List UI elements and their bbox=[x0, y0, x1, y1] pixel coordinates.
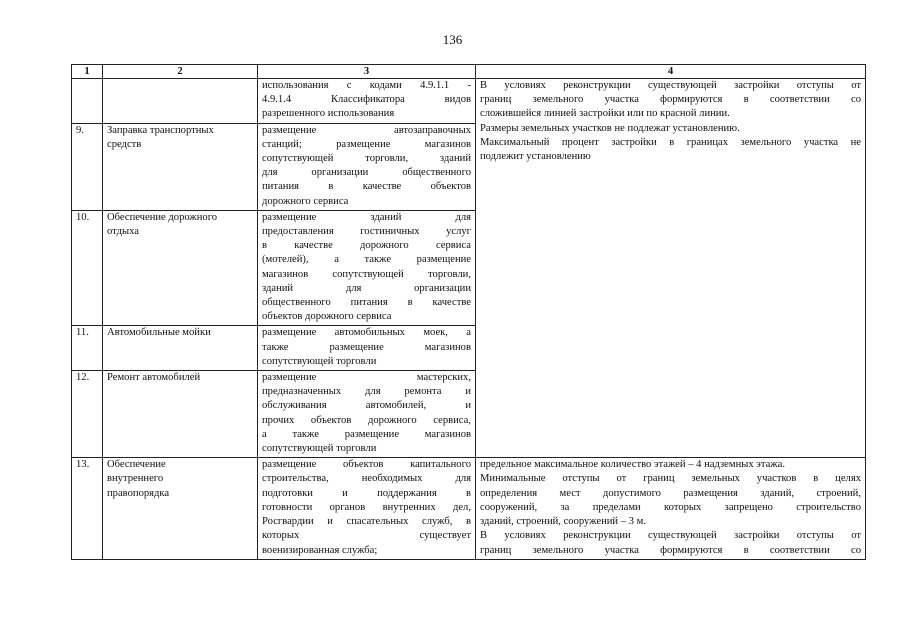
land-use-description-line: размещение объектов капитального bbox=[262, 459, 471, 471]
land-use-description-line: размещение зданий для bbox=[262, 211, 471, 223]
land-use-type-line: отдыха bbox=[107, 226, 140, 238]
regulation-parameters-line: Размеры земельных участков не подлежат установлению. bbox=[480, 122, 740, 134]
land-use-description-line: военизированная служба; bbox=[262, 544, 378, 556]
land-use-description-line: размещение автозаправочных bbox=[262, 124, 471, 136]
land-use-description-line: обслуживания автомобилей, и bbox=[262, 400, 471, 412]
land-use-type-line: Обеспечение bbox=[107, 459, 166, 471]
land-use-description-line: станций; размещение магазинов bbox=[262, 138, 471, 150]
table-header-row bbox=[72, 65, 866, 79]
land-use-description-line: прочих объектов дорожного сервиса, bbox=[262, 414, 471, 426]
land-use-description-line: подготовки и поддержания в bbox=[262, 487, 471, 499]
row-number: 12. bbox=[72, 371, 103, 458]
regulation-parameters bbox=[476, 79, 866, 458]
land-use-type-line: правопорядка bbox=[107, 487, 170, 499]
land-use-description-line: 4.9.1.4 Классификатора видов bbox=[262, 94, 471, 106]
land-use-description-line: зданий для организации bbox=[262, 282, 471, 294]
row-number: 9. bbox=[72, 123, 103, 210]
land-use-description-line: которых существует bbox=[262, 530, 471, 542]
regulation-parameters-line: предельное максимальное количество этажей – 4 надземных этажа. bbox=[480, 459, 785, 471]
land-use-description-line: объектов дорожного сервиса bbox=[262, 311, 392, 323]
land-use-type-line: средств bbox=[107, 138, 142, 150]
land-use-type-line: Ремонт автомобилей bbox=[107, 372, 201, 384]
land-use-description-line: Росгвардии и спасательных служб, в bbox=[262, 516, 471, 528]
regulation-parameters-line: подлежит установлению bbox=[480, 151, 591, 163]
land-use-description-line: в качестве дорожного сервиса bbox=[262, 240, 471, 252]
land-use-description-line: предназначенных для ремонта и bbox=[262, 386, 471, 398]
land-use-description-line: магазинов сопутствующей торговли, bbox=[262, 268, 471, 280]
land-use-description-line: сопутствующей торговли bbox=[262, 355, 377, 367]
land-use-type-line: Автомобильные мойки bbox=[107, 327, 211, 339]
land-use-description-line: (мотелей), а также размещение bbox=[262, 254, 471, 266]
regulation-parameters-line: В условиях реконструкции существующей застройки отступы от bbox=[480, 80, 861, 91]
column-header-4: 4 bbox=[476, 65, 866, 79]
regulation-parameters-line: границ земельного участка формируются в соответствии со bbox=[480, 544, 861, 556]
land-use-description bbox=[258, 458, 476, 559]
table-row bbox=[72, 458, 866, 559]
land-use-description-line: также размещение магазинов bbox=[262, 341, 471, 353]
table-row bbox=[72, 79, 866, 124]
land-use-description bbox=[258, 210, 476, 326]
regulation-parameters-line: зданий, строений, сооружений – 3 м. bbox=[480, 516, 646, 528]
column-header-3: 3 bbox=[258, 65, 476, 79]
land-use-type bbox=[103, 326, 258, 371]
row-number: 13. bbox=[72, 458, 103, 559]
land-use-description bbox=[258, 79, 476, 124]
land-use-type-line: Заправка транспортных bbox=[107, 124, 214, 136]
land-use-description-line: готовности органов внутренних дел, bbox=[262, 501, 471, 513]
column-header-2: 2 bbox=[103, 65, 258, 79]
land-use-type bbox=[103, 79, 258, 124]
regulation-parameters-line: В условиях реконструкции существующей застройки отступы от bbox=[480, 530, 861, 542]
land-use-description-line: размещение мастерских, bbox=[262, 372, 471, 384]
regulation-parameters bbox=[476, 458, 866, 559]
land-use-description-line: строительства, необходимых для bbox=[262, 473, 471, 485]
land-use-type bbox=[103, 371, 258, 458]
land-use-table bbox=[71, 64, 866, 560]
row-number: 11. bbox=[72, 326, 103, 371]
regulation-parameters-line: определения мест допустимого размещения зданий, строений, bbox=[480, 487, 861, 499]
row-number bbox=[72, 79, 103, 124]
land-use-description-line: размещение автомобильных моек, а bbox=[262, 327, 471, 339]
land-use-type bbox=[103, 458, 258, 559]
page-number: 136 bbox=[442, 32, 463, 47]
land-use-description-line: а также размещение магазинов bbox=[262, 428, 471, 440]
regulation-parameters-line: Максимальный процент застройки в границах земельного участка не bbox=[480, 136, 861, 148]
land-use-description-line: сопутствующей торговли, зданий bbox=[262, 153, 471, 165]
land-use-description-line: общественного питания в качестве bbox=[262, 297, 471, 309]
land-use-description-line: использования с кодами 4.9.1.1 - bbox=[262, 80, 471, 91]
land-use-description bbox=[258, 326, 476, 371]
land-use-description-line: разрешенного использования bbox=[262, 108, 395, 120]
regulation-parameters-line: границ земельного участка формируются в соответствии со bbox=[480, 94, 861, 106]
regulation-parameters-line: сооружений, за пределами которых запрещено строительство bbox=[480, 501, 861, 513]
land-use-description-line: для организации общественного bbox=[262, 167, 471, 179]
land-use-description bbox=[258, 371, 476, 458]
land-use-type bbox=[103, 123, 258, 210]
land-use-description-line: питания в качестве объектов bbox=[262, 181, 471, 193]
land-use-description bbox=[258, 123, 476, 210]
column-header-1: 1 bbox=[72, 65, 103, 79]
regulation-parameters-line: сложившейся линией застройки или по красной линии. bbox=[480, 108, 730, 120]
row-number: 10. bbox=[72, 210, 103, 326]
regulation-parameters-line: Минимальные отступы от границ земельных участков в целях bbox=[480, 473, 861, 485]
land-use-type-line: Обеспечение дорожного bbox=[107, 211, 218, 223]
land-use-description-line: дорожного сервиса bbox=[262, 195, 349, 207]
land-use-description-line: предоставления гостиничных услуг bbox=[262, 226, 471, 238]
land-use-type-line: внутреннего bbox=[107, 473, 164, 485]
land-use-type bbox=[103, 210, 258, 326]
land-use-description-line: сопутствующей торговли bbox=[262, 443, 377, 455]
